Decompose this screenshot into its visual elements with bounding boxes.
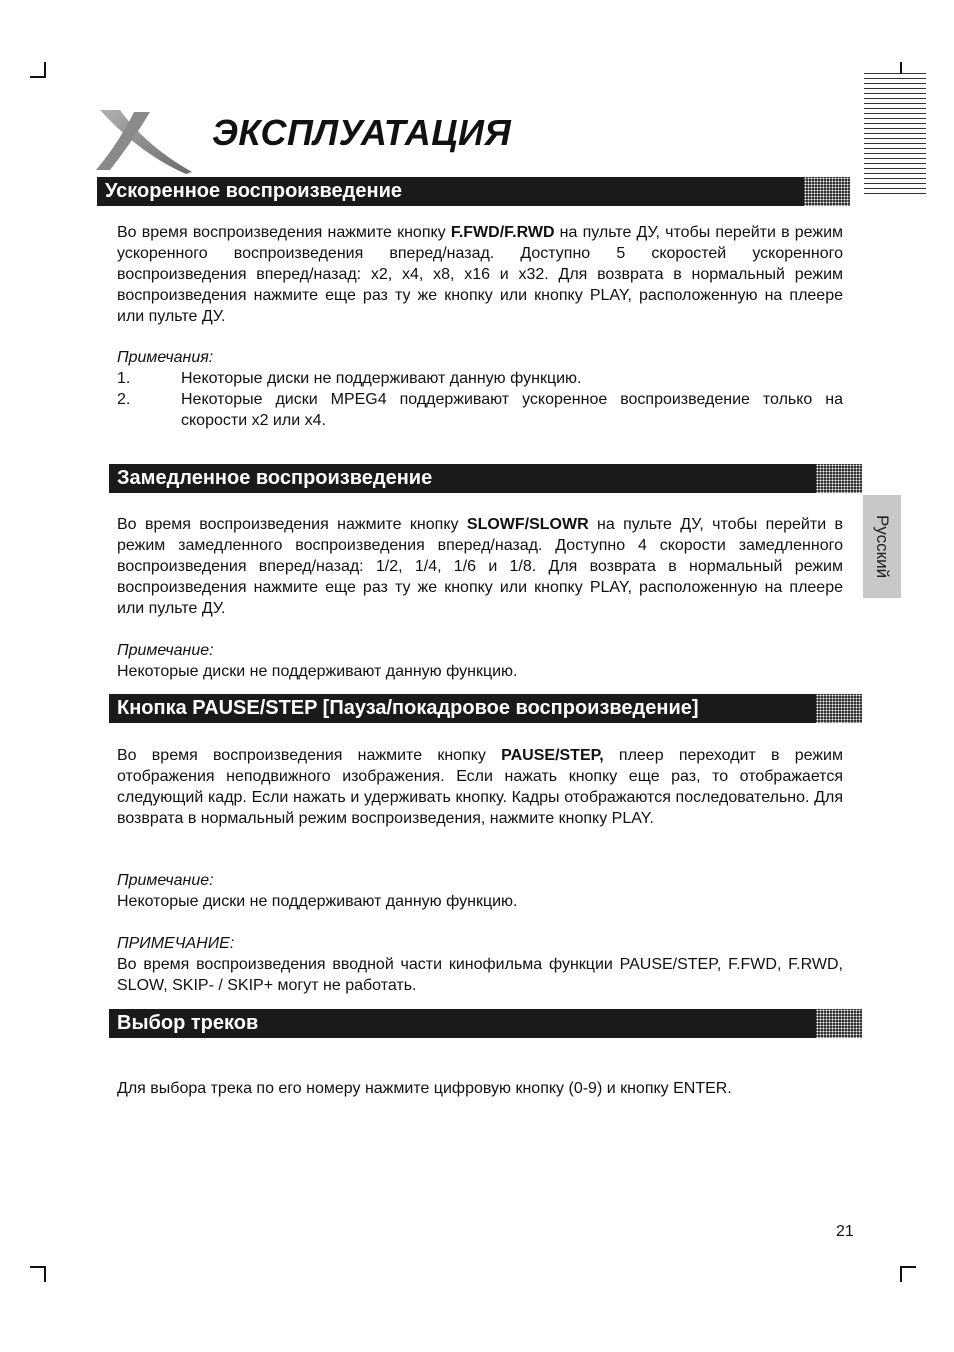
section-heading-fast-playback [97,177,850,206]
fast-playback-paragraph: Во время воспроизведения нажмите кнопку F.FWD/F.RWD на пульте ДУ, чтобы перейти в режим ускоренного воспроизведения вперед/назад. Доступно 5 скоростей ускоренного воспроизведения вперед/назад: x2, x4, x8, x16 и x32. Для возврата в нормальный режим воспроизведения нажмите еще раз ту же кнопку или кнопку PLAY, расположенную на плеере или пульте ДУ. [117,224,844,325]
note-label: Примечание: [117,872,214,889]
note-text: Некоторые диски не поддерживают данную функцию. [117,663,518,680]
track-select-paragraph: Для выбора трека по его номеру нажмите цифровую кнопку (0-9) и кнопку ENTER. [117,1080,732,1097]
section-heading-track-select [109,1009,862,1038]
crop-mark-top-left [30,62,46,78]
language-tab-label: Русский [873,514,892,579]
section-heading-text: Замедленное воспроизведение [117,467,433,489]
button-name-fwd-rwd: F.FWD/F.RWD [450,224,555,241]
list-item: 1. Некоторые диски не поддерживают данную функцию. [117,370,582,387]
note-text-caps: Во время воспроизведения вводной части кинофильма функции PAUSE/STEP, F.FWD, F.RWD, SLOW, SKIP- / SKIP+ могут не работать. [117,956,843,994]
list-item: 2. Некоторые диски MPEG4 поддерживают ускоренное воспроизведение только на скорости x2 или x4. [117,391,843,429]
section-heading-pause-step [109,694,862,723]
pause-step-paragraph: Во время воспроизведения нажмите кнопку PAUSE/STEP, плеер переходит в режим отображения неподвижного изображения. Если нажать кнопку еще раз, то отображается следующий кадр. Если нажать и удерживать кнопку. Кадры отображаются последовательно. Для возврата в нормальный режим воспроизведения, нажмите кнопку PLAY. [117,747,843,827]
section-heading-text: Кнопка PAUSE/STEP [Пауза/покадровое воспроизведение] [117,697,699,719]
button-name-slow: SLOWF/SLOWR [466,516,589,533]
decorative-stripes [864,73,926,197]
note-label: Примечание: [117,642,214,659]
crop-mark-bottom-left [30,1266,46,1282]
crop-mark-bottom-right [900,1266,916,1282]
section-heading-text: Выбор треков [117,1012,259,1034]
section-heading-slow-playback [109,464,862,493]
notes-list [117,368,843,431]
language-tab [863,495,901,598]
page-title: ЭКСПЛУАТАЦИЯ [212,112,512,153]
halftone-decoration [804,177,850,206]
halftone-decoration [816,694,862,723]
halftone-decoration [816,1009,862,1038]
slow-playback-paragraph: Во время воспроизведения нажмите кнопку SLOWF/SLOWR на пульте ДУ, чтобы перейти в режим замедленного воспроизведения вперед/назад. Доступно 4 скорости замедленного воспроизведения вперед/назад: 1/2, 1/4, 1/6 и 1/8. Для возврата в нормальный режим воспроизведения нажмите еще раз ту же кнопку или кнопку PLAY, расположенную на плеере или пульте ДУ. [117,516,844,617]
button-name-pause-step: PAUSE/STEP, [501,747,604,764]
halftone-decoration [816,464,862,493]
note-text: Некоторые диски не поддерживают данную функцию. [117,893,518,910]
note-label-caps: ПРИМЕЧАНИЕ: [117,935,235,952]
notes-label: Примечания: [117,349,214,366]
x-logo [94,108,194,176]
section-heading-text: Ускоренное воспроизведение [105,180,402,202]
page-number: 21 [836,1223,854,1240]
